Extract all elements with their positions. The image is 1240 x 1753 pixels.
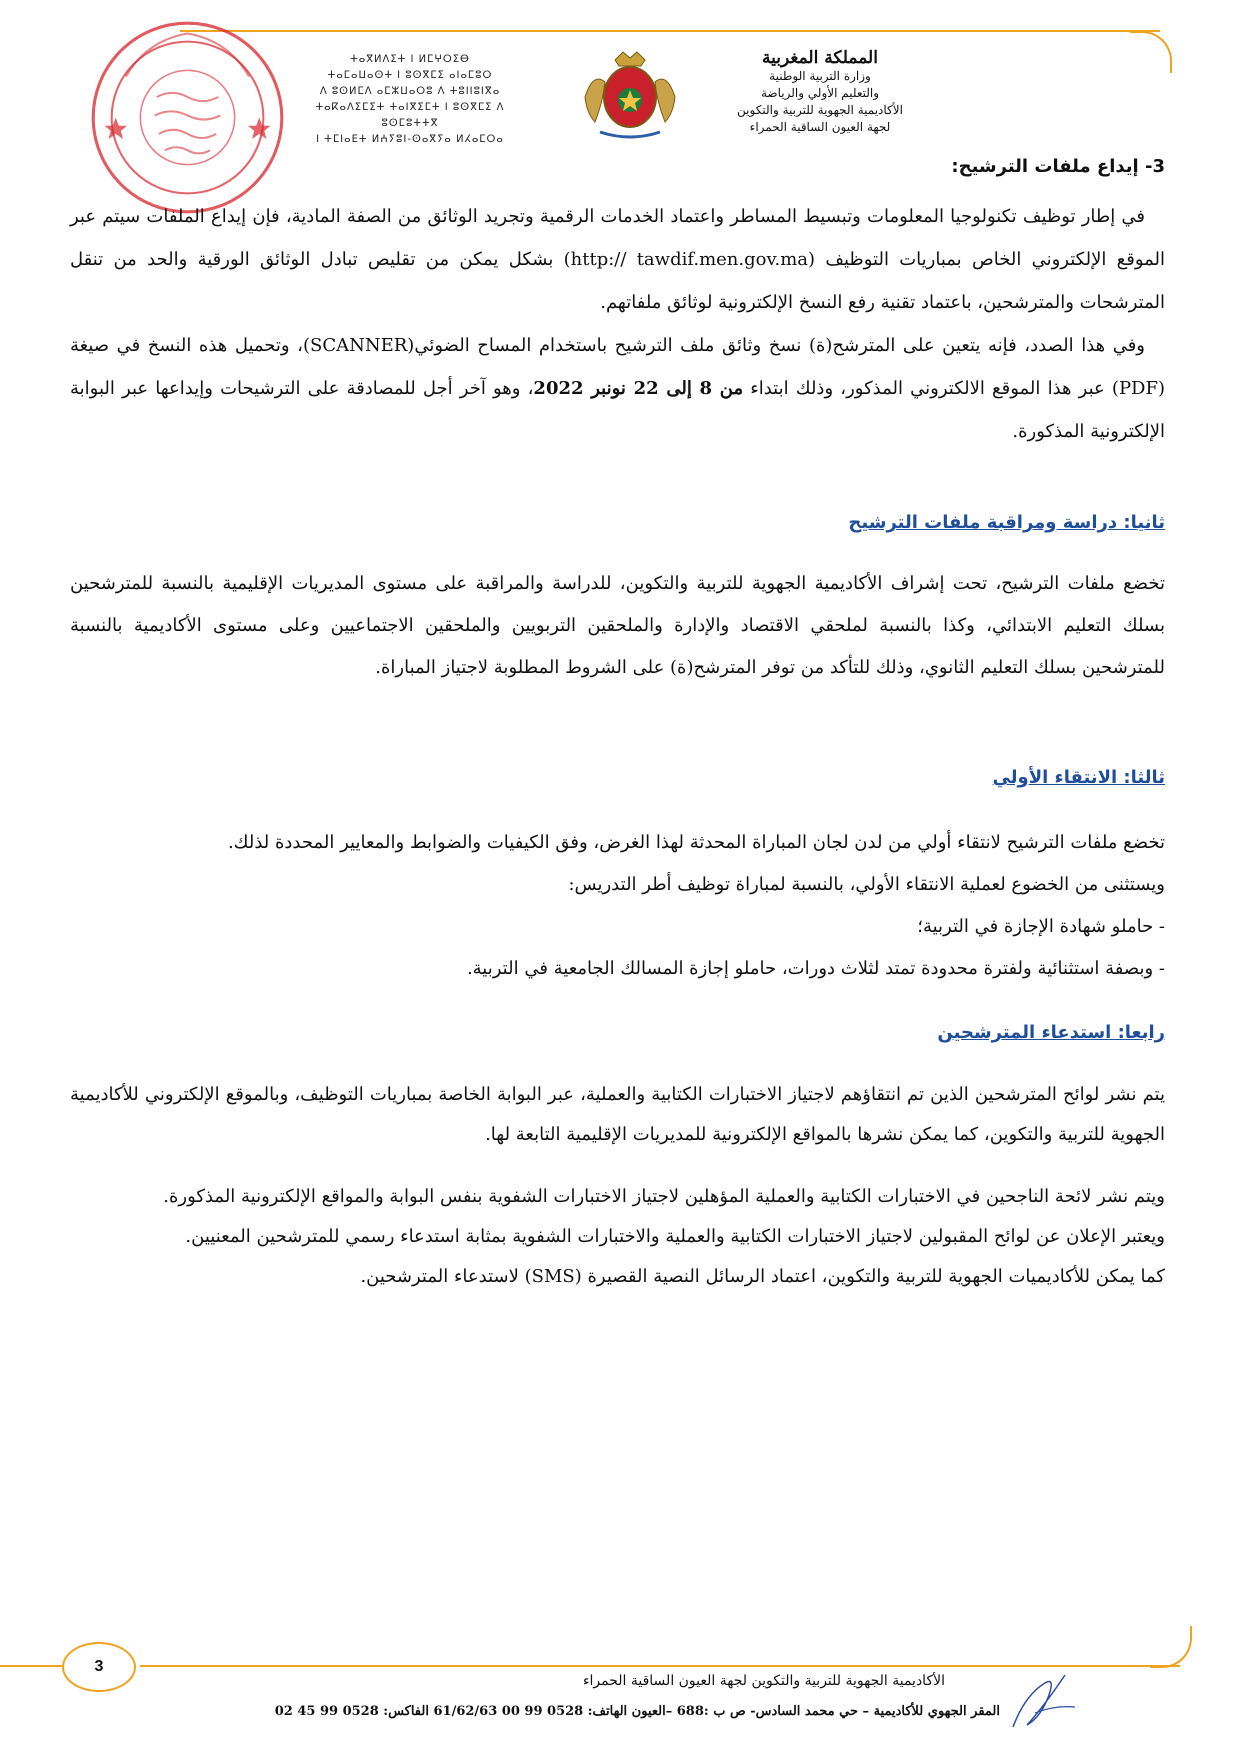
section-four-body	[70, 1075, 1165, 1297]
tifinagh-line-2: ⵜⴰⵎⴰⵡⴰⵙⵜ ⵏ ⵓⵙⴳⵎⵉ ⴰⵏⴰⵎⵓⵔ	[327, 70, 493, 81]
header-tifinagh-block	[285, 52, 535, 148]
ministry-line-1: وزارة التربية الوطنية	[769, 69, 871, 83]
section-four-paragraph-1: يتم نشر لوائح المترشحين الذين تم انتقاؤهم لاجتياز الاختبارات الكتابية والعملية، عبر البوابة الخاصة بمباريات التوظيف، وبالموقع الإلكتروني للأكاديمية الجهوية للتربية والتكوين، كما يمكن نشرها بالمواقع الإلكترونية للمديريات الإقليمية التابعة لها.	[70, 1084, 1165, 1145]
section-3-paragraph-1: في إطار توظيف تكنولوجيا المعلومات وتبسيط المساطر واعتماد الخدمات الرقمية وتجريد الوثائق من الصفة المادية، فإن إيداع الملفات سيتم عبر الموقع الإلكتروني الخاص بمباريات التوظيف (http:// tawdif.men.gov.ma) بشكل يمكن من تقليص تبادل الوثائق الورقية والحد من تنقل المترشحات والمترشحين، باعتماد تقنية رفع النسخ الإلكترونية لوثائق ملفاتهم.	[70, 206, 1166, 313]
section-3-paragraph-2	[70, 324, 1165, 453]
tifinagh-line-5: ⵏ ⵜⵎⵏⴰⴹⵜ ⵍⵄⵢⵓⵏ-ⵙⴰⴳⵢⴰ ⵍⵃⴰⵎⵔⴰ	[316, 134, 504, 145]
footer-rule-corner	[1150, 1626, 1192, 1668]
section-three-paragraph-2: ويستثنى من الخضوع لعملية الانتقاء الأولي، بالنسبة لمباراة توظيف أطر التدريس:	[568, 874, 1165, 895]
tifinagh-line-3: ⴷ ⵓⵙⵍⵎⴷ ⴰⵎⵣⵡⴰⵔⵓ ⴷ ⵜⵓⵏⵏⵓⵏⴳⴰ	[319, 86, 501, 97]
section-3-p2-start: وفي هذا الصدد، فإنه يتعين على المترشح(ة) نسخ وثائق ملف الترشيح باستخدام المساح الضوئي(SCANNER)، وتحميل هذه النسخ في صيغة (PDF) عبر هذا الموقع الالكتروني المذكور، وذلك ابتداء	[70, 335, 1166, 399]
page-number: 3	[62, 1642, 136, 1692]
section-four-paragraph-4: كما يمكن للأكاديميات الجهوية للتربية والتكوين، اعتماد الرسائل النصية القصيرة (SMS) لاستدعاء المترشحين.	[360, 1266, 1165, 1287]
official-stamp-icon	[85, 15, 290, 220]
section-3-body	[70, 195, 1165, 453]
header-rule-corner	[1130, 31, 1172, 73]
section-four-paragraph-2: ويتم نشر لائحة الناجحين في الاختبارات الكتابية والعملية المؤهلين لاجتياز الاختبارات الشفوية بنفس البوابة والمواقع الإلكترونية المذكورة.	[163, 1186, 1165, 1207]
region-line: لجهة العيون الساقية الحمراء	[749, 120, 891, 134]
exemption-item-2: - وبصفة استثنائية ولفترة محدودة تمتد لثلاث دورات، حاملو إجازة المسالك الجامعية في التربية.	[466, 958, 1165, 979]
section-two-paragraph: تخضع ملفات الترشيح، تحت إشراف الأكاديمية الجهوية للتربية والتكوين، للدراسة والمراقبة على مستوى المديريات الإقليمية بالنسبة للمترشحين بسلك التعليم الابتدائي، وكذا بالنسبة لملحقي الاقتصاد والإدارة والملحقين التربويين والملحقين الاجتماعيين وعلى مستوى الأكاديمية بالنسبة للمترشحين بسلك التعليم الثانوي، وذلك للتأكد من توفر المترشح(ة) على الشروط المطلوبة لاجتياز المباراة.	[70, 573, 1165, 678]
header-arabic-block	[690, 48, 950, 136]
academy-line: الأكاديمية الجهوية للتربية والتكوين	[737, 103, 903, 117]
kingdom-name: المملكة المغربية	[762, 48, 878, 68]
footer-academy-name: الأكاديمية الجهوية للتربية والتكوين لجهة العيون الساقية الحمراء	[582, 1673, 945, 1689]
section-four-title: رابعا: استدعاء المترشحين	[937, 1022, 1165, 1043]
section-3-title: 3- إيداع ملفات الترشيح:	[951, 156, 1165, 177]
deadline-dates: من 8 إلى 22 نونبر 2022	[533, 378, 744, 399]
section-two-title: ثانيا: دراسة ومراقبة ملفات الترشيح	[848, 512, 1165, 533]
tifinagh-line-1: ⵜⴰⴳⵍⴷⵉⵜ ⵏ ⵍⵎⵖⵔⵉⴱ	[350, 54, 470, 65]
section-three-body	[70, 822, 1165, 990]
exemption-item-1: - حاملو شهادة الإجازة في التربية؛	[917, 916, 1165, 937]
section-three-paragraph-1: تخضع ملفات الترشيح لانتقاء أولي من لدن لجان المباراة المحدثة لهذا الغرض، وفق الكيفيات والضوابط والمعايير المحددة لذلك.	[227, 832, 1165, 853]
header-rule	[180, 30, 1160, 32]
footer-address: المقر الجهوي للأكاديمية – حي محمد السادس- ص ب :688 –العيون الهاتف: 0528 99 00 61/62/63 الفاكس: 0528 99 45 02	[274, 1704, 1000, 1719]
section-two-body	[70, 563, 1165, 689]
section-three-title: ثالثا: الانتقاء الأولي	[992, 767, 1165, 788]
signature-icon	[1005, 1665, 1080, 1735]
section-four-paragraph-3: ويعتبر الإعلان عن لوائح المقبولين لاجتياز الاختبارات الكتابية والعملية والاختبارات الشفوية بمثابة استدعاء رسمي للمترشحين المعنيين.	[185, 1226, 1165, 1247]
section-3-p2-end: ، وهو آخر أجل للمصادقة على الترشيحات وإيداعها عبر البوابة الإلكترونية المذكورة.	[70, 378, 1165, 442]
tifinagh-line-4: ⵜⴰⴽⴰⴷⵉⵎⵉⵜ ⵜⴰⵏⴳⵉⵎⵜ ⵏ ⵓⵙⴳⵎⵉ ⴷ ⵓⵙⵎⵓⵜⵜⴳ	[315, 102, 505, 129]
ministry-line-2: والتعليم الأولي والرياضة	[760, 86, 880, 100]
coat-of-arms-icon	[575, 42, 685, 142]
